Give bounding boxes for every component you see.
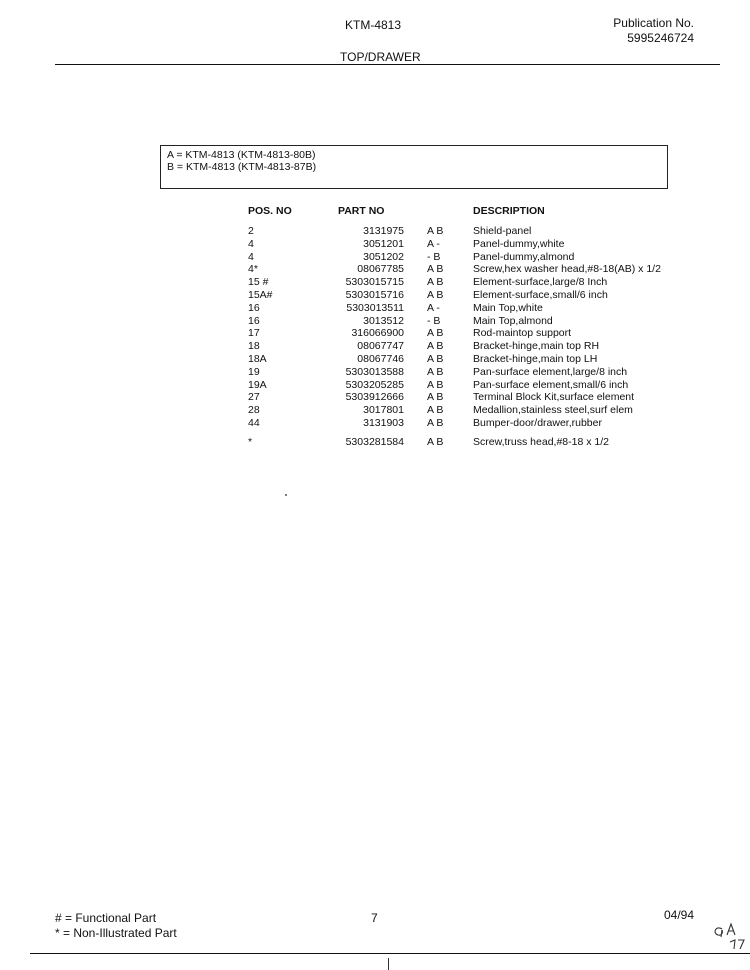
table-row [0, 353, 750, 366]
applicability-cell: - B [427, 250, 441, 263]
description-cell: Bracket-hinge,main top RH [473, 340, 600, 353]
center-tick-mark [388, 958, 389, 970]
applicability-cell: A B [427, 340, 444, 353]
part-cell: 08067785 [357, 263, 404, 276]
description-cell: Shield-panel [473, 225, 532, 237]
part-cell: 3131975 [363, 225, 404, 237]
pos-cell: 2 [248, 225, 254, 237]
description-cell: Pan-surface element,large/8 inch [473, 365, 628, 378]
pos-cell: 17 [248, 327, 260, 340]
description-cell: Screw,hex washer head,#8-18(AB) x 1/2 [473, 263, 661, 276]
table-row [0, 263, 750, 276]
column-header-pos: POS. NO [248, 205, 292, 217]
applicability-cell: A B [427, 391, 444, 404]
table-row [0, 391, 750, 404]
publication-number: 5995246724 [627, 31, 694, 45]
table-row [0, 366, 750, 379]
non-illustrated-note: * = Non-Illustrated Part [55, 926, 177, 940]
footer-rule [30, 953, 750, 954]
applicability-cell: A B [427, 365, 444, 378]
description-cell: Main Top,almond [473, 314, 553, 327]
footer-legend [55, 911, 177, 941]
description-cell: Main Top,white [473, 301, 543, 314]
part-cell: 316066900 [351, 327, 404, 340]
pos-cell: 15A# [248, 288, 273, 301]
applicability-cell: A B [427, 263, 444, 276]
applicability-cell: A B [427, 435, 444, 448]
table-row [0, 276, 750, 289]
description-cell: Rod-maintop support [473, 327, 572, 340]
pos-cell: 4 [248, 237, 254, 250]
pos-cell: 4 [248, 250, 254, 263]
table-row [0, 404, 750, 417]
column-header-description: DESCRIPTION [473, 205, 545, 217]
section-title: TOP/DRAWER [340, 50, 421, 64]
revision-date: 04/94 [664, 908, 695, 922]
table-row [0, 327, 750, 340]
part-cell: 3017801 [363, 404, 404, 417]
description-cell: Panel-dummy,almond [473, 250, 575, 263]
part-cell: 3131903 [363, 416, 404, 429]
table-row [0, 315, 750, 328]
applicability-cell: A B [427, 276, 444, 289]
pos-cell: 19A [248, 378, 267, 391]
table-row [0, 251, 750, 264]
table-row [0, 379, 750, 392]
part-cell: 3051201 [363, 237, 404, 250]
variant-legend-box [160, 145, 668, 189]
part-cell: 5303015715 [345, 276, 404, 289]
part-cell: 5303281584 [345, 435, 404, 448]
description-cell: Terminal Block Kit,surface element [473, 391, 635, 404]
pos-cell: 18 [248, 340, 260, 353]
description-cell: Pan-surface element,small/6 inch [473, 378, 629, 391]
column-header-part: PART NO [338, 205, 385, 217]
applicability-cell: A B [427, 404, 444, 417]
description-cell: Bracket-hinge,main top LH [473, 352, 598, 365]
handwritten-mark [710, 915, 748, 953]
description-cell: Medallion,stainless steel,surf elem [473, 404, 633, 417]
table-row [0, 417, 750, 430]
functional-part-note: # = Functional Part [55, 911, 157, 925]
part-cell: 3051202 [363, 250, 404, 263]
pos-cell: 16 [248, 314, 260, 327]
publication-block [613, 16, 694, 46]
table-row [0, 238, 750, 251]
applicability-cell: A - [427, 237, 440, 250]
applicability-cell: - B [427, 314, 441, 327]
pos-cell: * [248, 435, 253, 448]
table-row [0, 289, 750, 302]
applicability-cell: A B [427, 288, 444, 301]
description-cell: Screw,truss head,#8-18 x 1/2 [473, 435, 609, 448]
part-cell: 5303013588 [345, 365, 404, 378]
variant-a: A = KTM-4813 (KTM-4813-80B) [167, 149, 316, 161]
part-cell: 3013512 [363, 314, 404, 327]
applicability-cell: A - [427, 301, 440, 314]
pos-cell: 18A [248, 352, 267, 365]
pos-cell: 27 [248, 391, 260, 404]
description-cell: Bumper-door/drawer,rubber [473, 416, 602, 429]
applicability-cell: A B [427, 352, 444, 365]
publication-label: Publication No. [613, 16, 694, 30]
table-row [0, 225, 750, 238]
table-row-non-illustrated [0, 436, 750, 449]
pos-cell: 28 [248, 404, 260, 417]
part-cell: 5303013511 [346, 301, 404, 314]
pos-cell: 44 [248, 416, 260, 429]
pos-cell: 4* [248, 263, 258, 276]
variant-b: B = KTM-4813 (KTM-4813-87B) [167, 161, 317, 173]
description-cell: Panel-dummy,white [473, 237, 565, 250]
page-number: 7 [371, 911, 378, 925]
part-cell: 5303912666 [345, 391, 404, 404]
description-cell: Element-surface,small/6 inch [473, 288, 608, 301]
table-row [0, 340, 750, 353]
scan-speck [285, 494, 287, 496]
part-cell: 08067746 [357, 352, 404, 365]
part-cell: 5303205285 [345, 378, 404, 391]
applicability-cell: A B [427, 416, 444, 429]
applicability-cell: A B [427, 327, 444, 340]
applicability-cell: A B [427, 225, 444, 237]
applicability-cell: A B [427, 378, 444, 391]
part-cell: 5303015716 [345, 288, 404, 301]
model-number: KTM-4813 [345, 18, 402, 32]
pos-cell: 16 [248, 301, 260, 314]
table-row [0, 302, 750, 315]
part-cell: 08067747 [357, 340, 404, 353]
header-rule [55, 64, 720, 65]
pos-cell: 19 [248, 365, 260, 378]
description-cell: Element-surface,large/8 Inch [473, 276, 608, 289]
pos-cell: 15 # [248, 276, 269, 289]
parts-table [0, 225, 750, 449]
